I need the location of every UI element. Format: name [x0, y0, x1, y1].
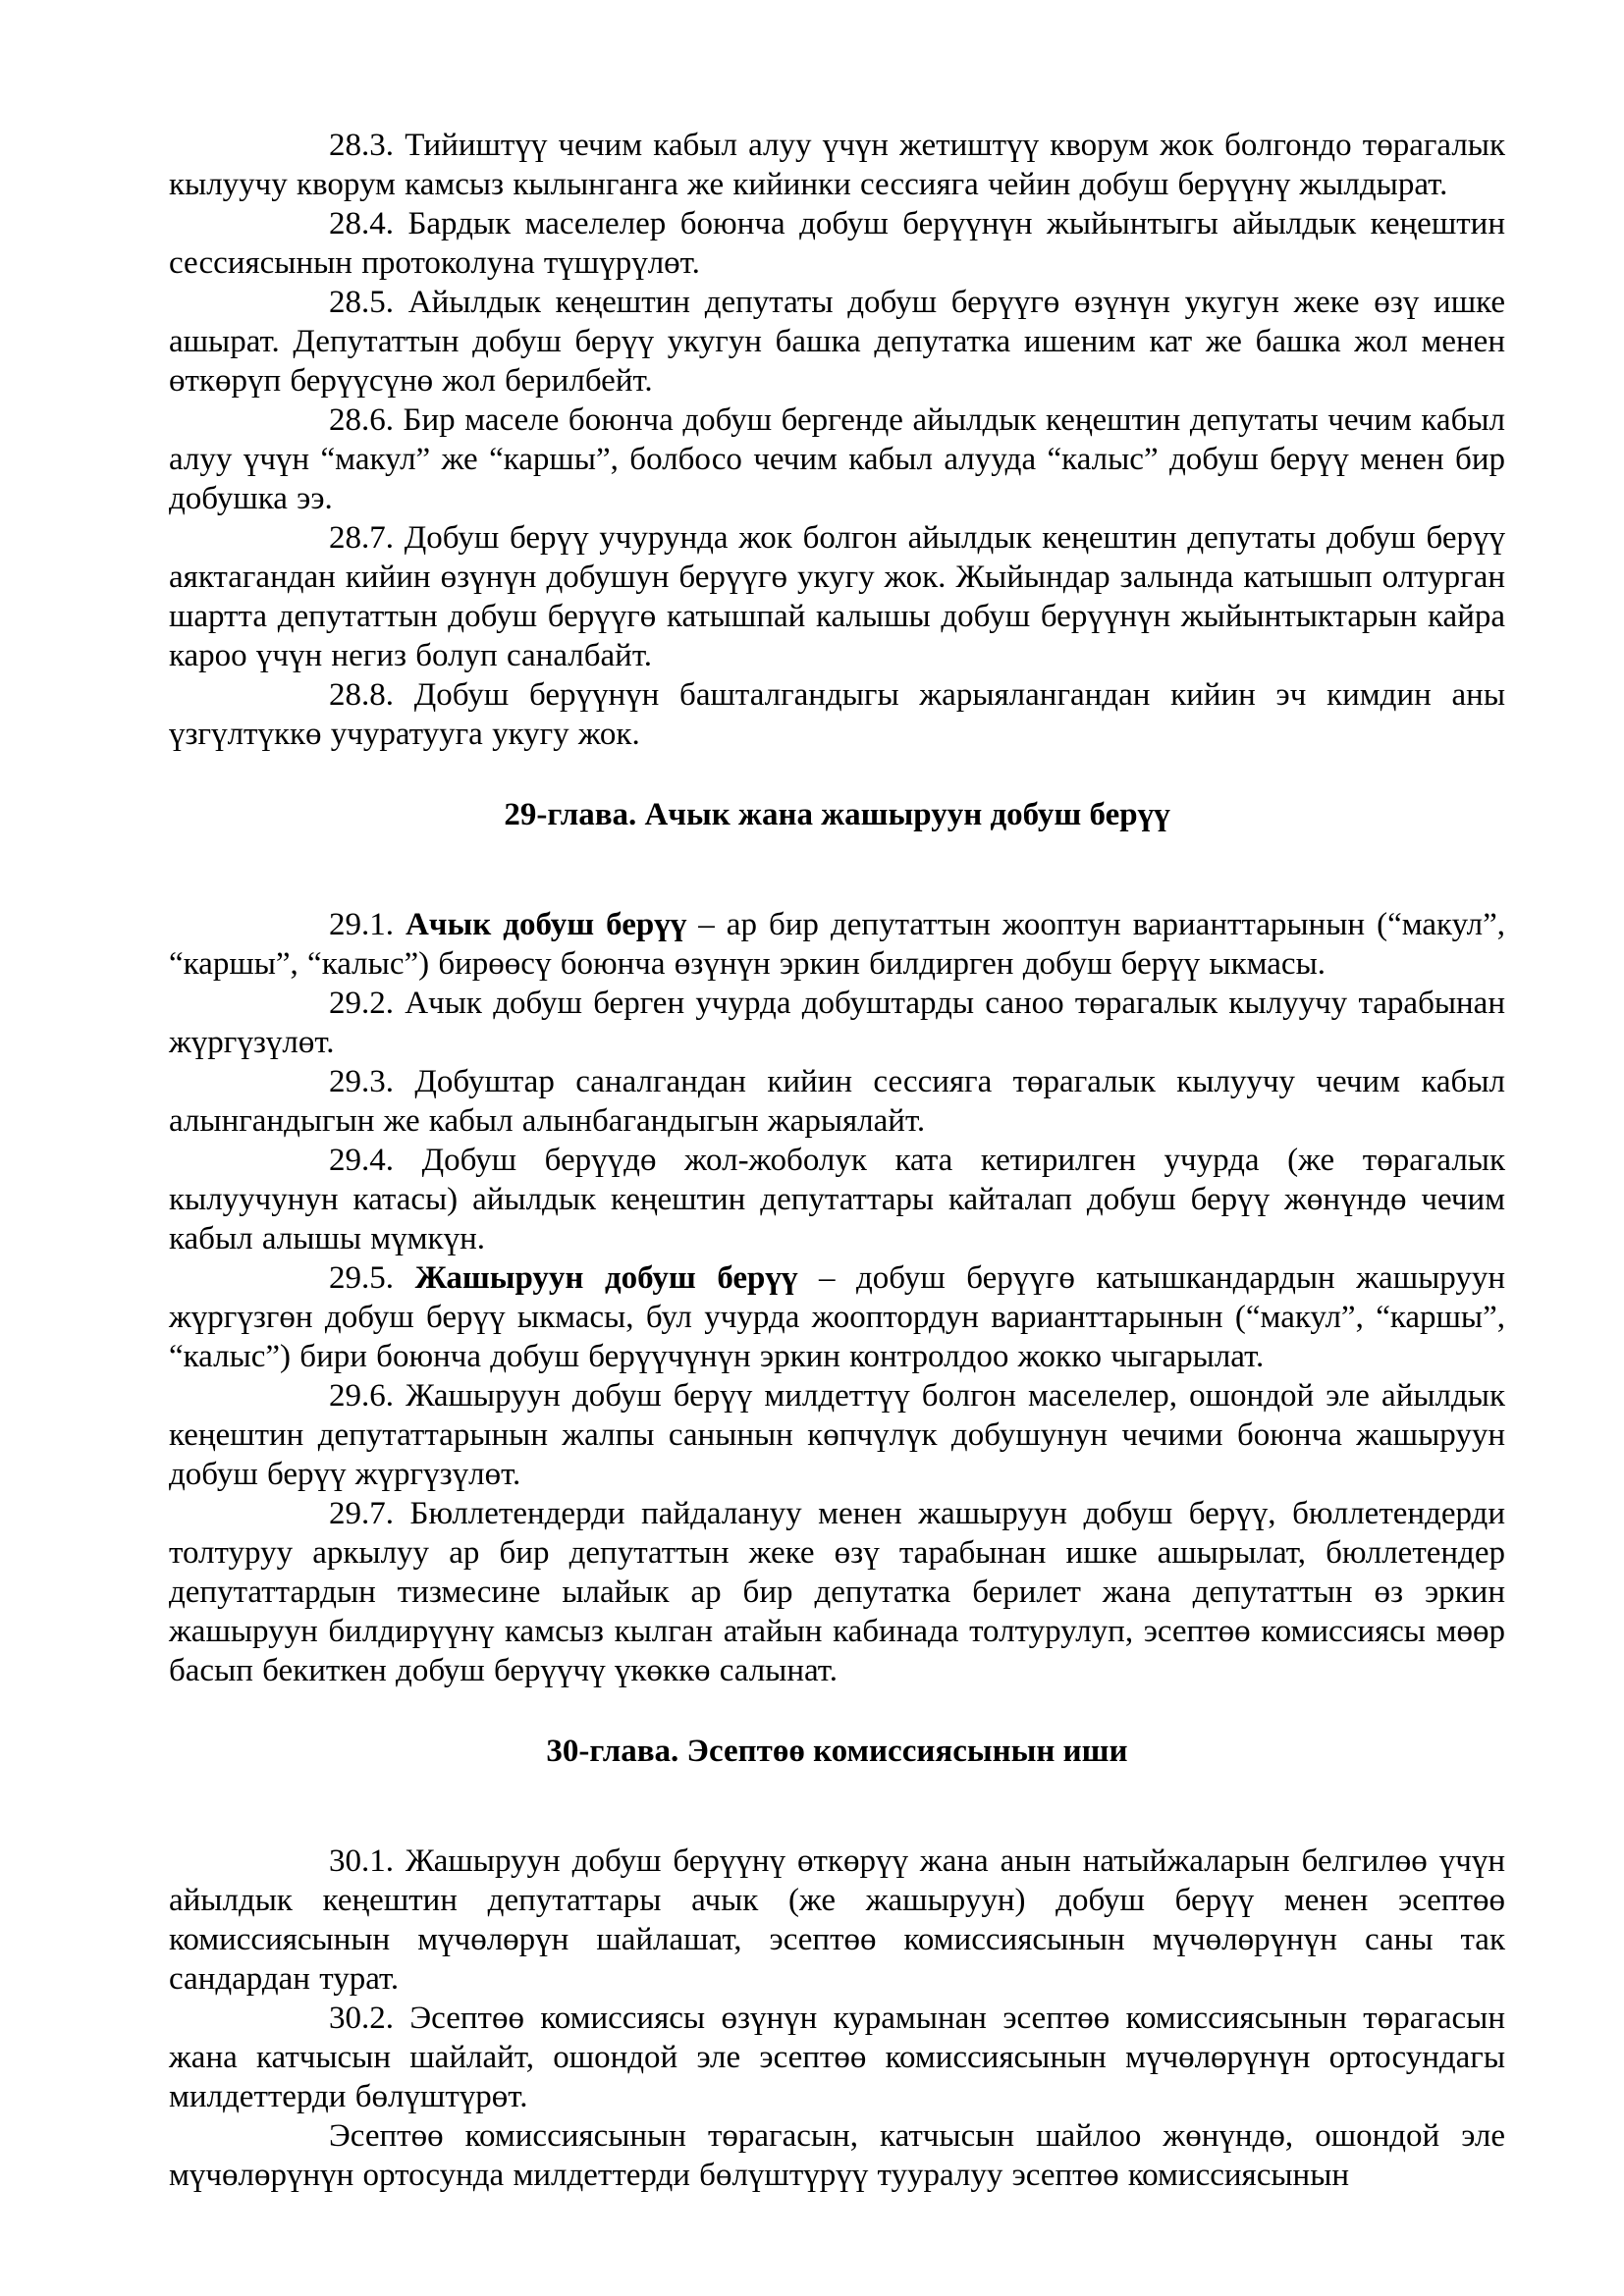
paragraph [169, 1842, 1505, 1999]
text-run: 30-глава. Эсептөө комиссиясынын иши [546, 1734, 1128, 1769]
paragraph [169, 1999, 1505, 2116]
text-run: 30.1. Жашыруун добуш берүүнү өткөрүү жана анын натыйжаларын белгилөө үчүн айылдык кеңештин депутаттары ачык (же жашыруун) добуш берүү менен эсептөө комиссиясынын мүчөлөрүн шайлашат, эсептөө комиссиясынын мүчөлөрүнүн саны так сандардан турат. [169, 1843, 1505, 1997]
paragraph [169, 905, 1505, 984]
paragraph [169, 518, 1505, 675]
text-run: – добуш берүүгө катышкандардын жашыруун жүргүзгөн добуш берүү ыкмасы, бул учурда жооптордун варианттарынын (“макул”, “каршы”, “калыс”) бири боюнча добуш берүүчүнүн эркин контролдоо жокко чыгарылат. [169, 1260, 1505, 1374]
document-content [169, 126, 1505, 2195]
text-run: 28.8. Добуш берүүнүн башталгандыгы жарыялангандан кийин эч кимдин аны үзгүлтүккө учуратууга укугу жок. [169, 677, 1505, 752]
paragraph [169, 1258, 1505, 1376]
text-run: Эсептөө комиссиясынын төрагасын, катчысын шайлоо жөнүндө, ошондой эле мүчөлөрүнүн ортосунда милдеттерди бөлүштүрүү тууралуу эсептөө комиссиясынын [169, 2118, 1505, 2193]
text-run: 29-глава. Ачык жана жашыруун добуш берүү [504, 797, 1170, 832]
text-run: 29.7. Бюллетендерди пайдалануу менен жашыруун добуш берүү, бюллетендерди толтуруу аркылуу ар бир депутаттын жеке өзү тарабынан ишке ашырылат, бюллетендер депутаттардын тизмесине ылайык ар бир депутатка берилет жана депутаттын өз эркин жашыруун билдирүүнү камсыз кылган атайын кабинада толтурулуп, эсептөө комиссиясы мөөр басып бекиткен добуш берүүчү үкөккө салынат. [169, 1496, 1505, 1688]
paragraph [169, 984, 1505, 1062]
paragraph [169, 1141, 1505, 1258]
text-run: 28.4. Бардык маселелер боюнча добуш берүүнүн жыйынтыгы айылдык кеңештин сессиясынын протоколуна түшүрүлөт. [169, 206, 1505, 281]
paragraph [169, 1494, 1505, 1690]
emphasized-term: Ачык добуш берүү [406, 907, 687, 942]
text-run: 29.2. Ачык добуш берген учурда добуштарды саноо төрагалык кылуучу тарабынан жүргүзүлөт. [169, 986, 1505, 1060]
paragraph [169, 204, 1505, 283]
text-run: 29.1. [329, 907, 406, 942]
text-run: 29.6. Жашыруун добуш берүү милдеттүү болгон маселелер, ошондой эле айылдык кеңештин депутаттарынын жалпы санынын көпчүлүк добушунун чечими боюнча жашыруун добуш берүү жүргүзүлөт. [169, 1378, 1505, 1492]
text-run: 28.7. Добуш берүү учурунда жок болгон айылдык кеңештин депутаты добуш берүү аяктагандан кийин өзүнүн добушун берүүгө укугу жок. Жыйындар залында катышып олтурган шартта депутаттын добуш берүүгө катышпай калышы добуш берүүнүн жыйынтыктарын кайра кароо үчүн негиз болуп саналбайт. [169, 520, 1505, 673]
paragraph [169, 1376, 1505, 1494]
text-run: 29.4. Добуш берүүдө жол-жоболук ката кетирилген учурда (же төрагалык кылуучунун катасы) айылдык кеңештин депутаттары кайталап добуш берүү жөнүндө чечим кабыл алышы мүмкүн. [169, 1143, 1505, 1256]
text-run: 29.3. Добуштар саналгандан кийин сессияга төрагалык кылуучу чечим кабыл алынгандыгын же кабыл алынбагандыгын жарыялайт. [169, 1064, 1505, 1139]
chapter-heading [169, 795, 1505, 834]
paragraph [169, 1062, 1505, 1141]
paragraph [169, 2116, 1505, 2195]
emphasized-term: Жашыруун добуш берүү [414, 1260, 798, 1296]
paragraph [169, 400, 1505, 518]
text-run: 28.3. Тийиштүү чечим кабыл алуу үчүн жетиштүү кворум жок болгондо төрагалык кылуучу кворум камсыз кылынганга же кийинки сессияга чейин добуш берүүнү жылдырат. [169, 128, 1505, 202]
paragraph [169, 126, 1505, 204]
text-run: 30.2. Эсептөө комиссиясы өзүнүн курамынан эсептөө комиссиясынын төрагасын жана катчысын шайлайт, ошондой эле эсептөө комиссиясынын мүчөлөрүнүн ортосундагы милдеттерди бөлүштүрөт. [169, 2001, 1505, 2114]
paragraph [169, 675, 1505, 754]
text-run: 29.5. [329, 1260, 415, 1296]
text-run: 28.6. Бир маселе боюнча добуш бергенде айылдык кеңештин депутаты чечим кабыл алуу үчүн “макул” же “каршы”, болбосо чечим кабыл алууда “калыс” добуш берүү менен бир добушка ээ. [169, 402, 1505, 516]
chapter-heading [169, 1732, 1505, 1771]
text-run: 28.5. Айылдык кеңештин депутаты добуш берүүгө өзүнүн укугун жеке өзү ишке ашырат. Депутаттын добуш берүү укугун башка депутатка ишеним кат же башка жол менен өткөрүп берүүсүнө жол берилбейт. [169, 285, 1505, 399]
text-run: – ар бир депутаттын жооптун варианттарынын (“макул”, “каршы”, “калыс”) бирөөсү боюнча өзүнүн эркин билдирген добуш берүү ыкмасы. [169, 907, 1506, 982]
paragraph [169, 283, 1505, 400]
